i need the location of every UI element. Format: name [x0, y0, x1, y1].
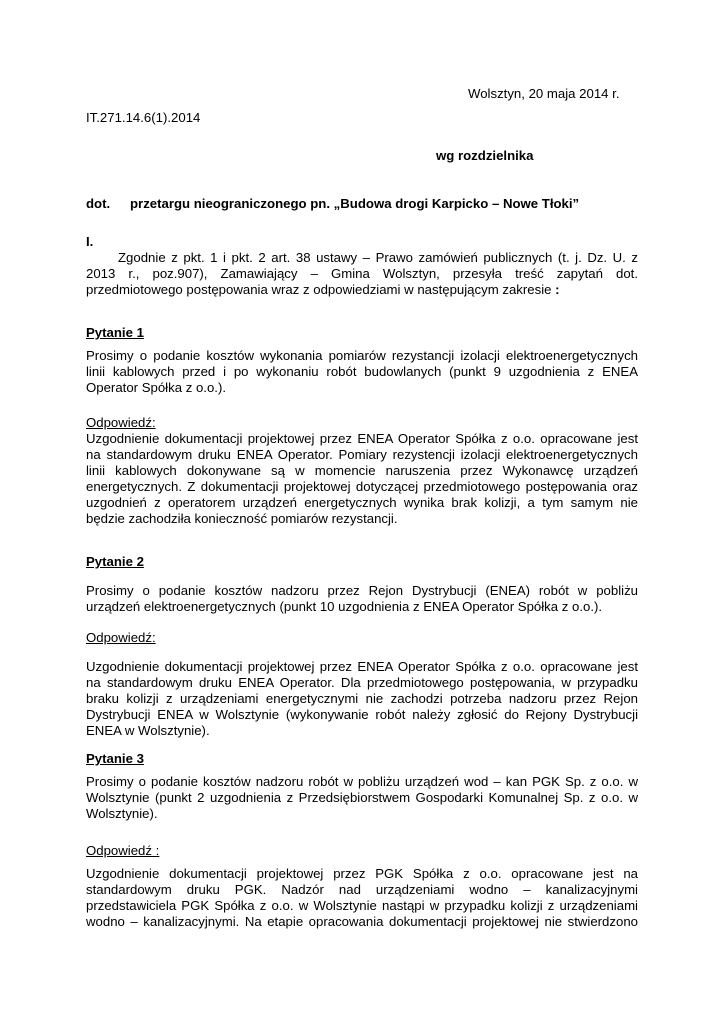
answer-3-title: Odpowiedź :	[86, 843, 160, 858]
text-line: energetycznych. Z dokumentacji projektowej dotyczącej przedmiotowego postępowania oraz	[86, 479, 638, 494]
text-line: Prosimy o podanie kosztów nadzoru robót w pobliżu urządzeń wod – kan PGK Sp. z o.o. w	[86, 774, 638, 789]
place-date: Wolsztyn, 20 maja 2014 r.	[468, 86, 620, 101]
reference-number: IT.271.14.6(1).2014	[86, 110, 201, 125]
subject-text: przetargu nieograniczonego pn. „Budowa drogi Karpicko – Nowe Tłoki”	[130, 196, 580, 211]
question-1-text	[86, 348, 638, 396]
text-line: będzie zachodziła konieczność pomiarów rezystancji.	[86, 511, 398, 526]
text-line: Prosimy o podanie kosztów wykonania pomiarów rezystancji izolacji elektroenergetycznych	[86, 348, 638, 363]
recipient: wg rozdzielnika	[436, 148, 534, 163]
section-number: I.	[86, 234, 94, 249]
text-line: ENEA w Wolsztynie).	[86, 723, 210, 738]
intro-line-last: przedmiotowego postępowania wraz z odpowiedziami w następującym zakresie :	[86, 282, 560, 297]
text-line: standardowym druku PGK. Nadzór nad urządzeniami wodno – kanalizacyjnymi	[86, 882, 638, 897]
text-line: linii kablowych dokonywane są w momencie naruszenia przez Wykonawcę urządzeń	[86, 463, 638, 478]
text-line: Uzgodnienie dokumentacji projektowej przez PGK Spółka z o.o. opracowane jest na	[86, 866, 638, 881]
question-3-title: Pytanie 3	[86, 751, 144, 766]
text-line: Dystrybucji ENEA w Wolsztynie (wykonywanie robót należy zgłosić do Rejony Dystrybucji	[86, 707, 638, 722]
question-3-text	[86, 774, 638, 822]
text-line: Wolsztynie (punkt 2 uzgodnienia z Przedsiębiorstwem Gospodarki Komunalnej Sp. z o.o. w	[86, 790, 638, 805]
text-line: uzgodnień z operatorem urządzeń energetycznych wynika brak kolizji, a tym samym nie	[86, 495, 638, 510]
answer-2-title: Odpowiedź:	[86, 630, 156, 645]
text-line: na standardowym druku ENEA Operator. Dla przedmiotowego postępowania, w przypadku	[86, 675, 638, 690]
text-line: urządzeń elektroenergetycznych (punkt 10 uzgodnienia z ENEA Operator Spółka z o.o.).	[86, 599, 603, 614]
intro-line: 2013 r., poz.907), Zamawiający – Gmina Wolsztyn, przesyła treść zapytań dot.	[86, 266, 638, 281]
answer-3-text	[86, 866, 638, 930]
answer-1-text	[86, 431, 638, 527]
subject-prefix: dot.	[86, 196, 111, 211]
text-line: Operator Spółka z o.o.).	[86, 380, 227, 395]
text-line: Uzgodnienie dokumentacji projektowej przez ENEA Operator Spółka z o.o. opracowane jest	[86, 431, 638, 446]
text-line: linii kablowych przed i po wykonaniu robót budowlanych (punkt 9 uzgodnienia z ENEA	[86, 364, 638, 379]
text-line: Wolsztynie).	[86, 806, 158, 821]
answer-2-text	[86, 659, 638, 739]
question-2-text	[86, 583, 638, 615]
text-line: Prosimy o podanie kosztów nadzoru przez Rejon Dystrybucji (ENEA) robót w pobliżu	[86, 583, 638, 598]
text-line: braku kolizji z urządzeniami energetycznymi nie zachodzi potrzeba nadzoru przez Rejon	[86, 691, 638, 706]
text-line: na standardowym druku ENEA Operator. Pomiary rezystencji izolacji elektroenergetycznych	[86, 447, 638, 462]
intro-paragraph	[86, 250, 638, 298]
text-line: Uzgodnienie dokumentacji projektowej przez ENEA Operator Spółka z o.o. opracowane jest	[86, 659, 638, 674]
text-line: wodno – kanalizacyjnymi. Na etapie opracowania dokumentacji projektowej nie stwierdzono	[86, 914, 638, 929]
text-line: przedstawiciela PGK Spółka z o.o. w Wolsztynie nastąpi w przypadku kolizji z urządzeniami	[86, 898, 638, 913]
intro-line: Zgodnie z pkt. 1 i pkt. 2 art. 38 ustawy – Prawo zamówień publicznych (t. j. Dz. U. z	[118, 250, 638, 265]
answer-1-title: Odpowiedź:	[86, 415, 156, 430]
question-1-title: Pytanie 1	[86, 325, 144, 340]
question-2-title: Pytanie 2	[86, 554, 144, 569]
